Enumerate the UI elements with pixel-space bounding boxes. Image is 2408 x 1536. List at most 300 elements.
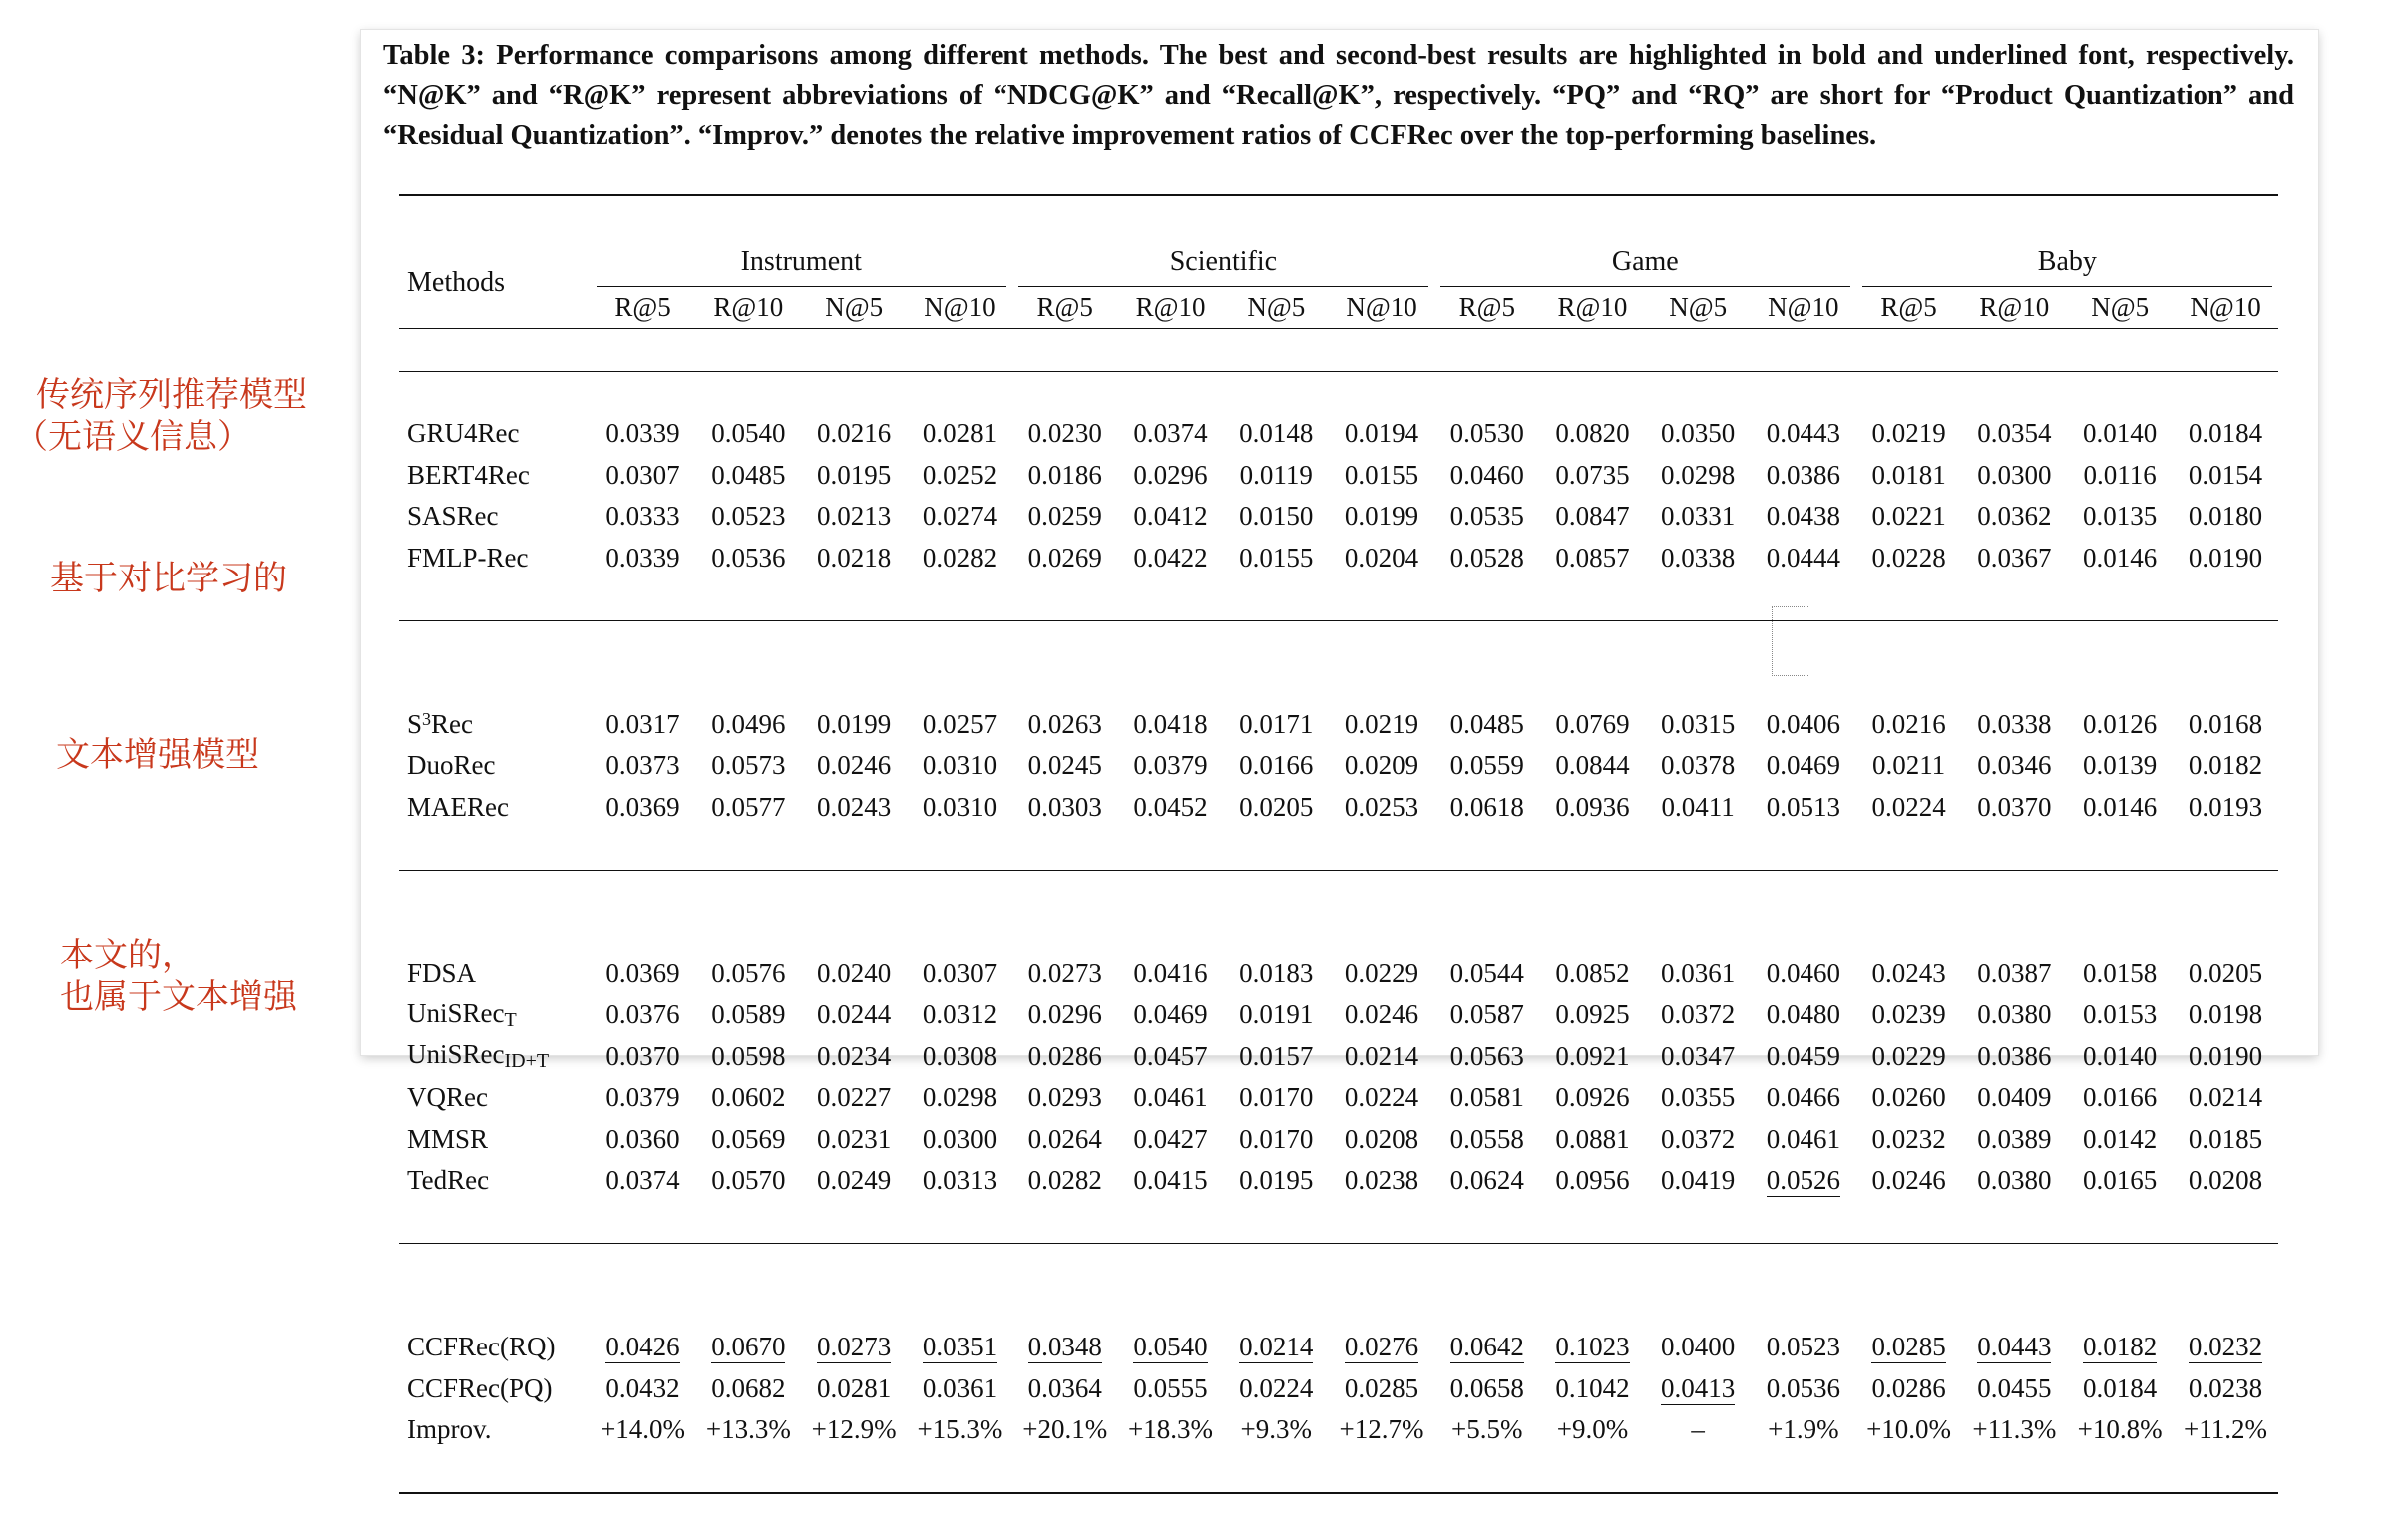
table-cell: 0.0333 xyxy=(605,501,680,532)
table-row xyxy=(399,1409,2278,1451)
table-cell: 0.0926 xyxy=(1555,1082,1630,1113)
table-cell: 0.0544 xyxy=(1449,958,1524,988)
table-cell: 0.0285 xyxy=(1344,1372,1419,1403)
table-cell: 0.0214 xyxy=(2188,1082,2263,1113)
table-cell: 0.0205 xyxy=(1239,791,1314,822)
dataset-header-baby: Baby xyxy=(1856,238,2278,287)
table-cell: 0.0624 xyxy=(1449,1165,1524,1196)
table-cell: 0.0195 xyxy=(1239,1165,1314,1196)
table-cell: 0.0361 xyxy=(922,1372,998,1403)
table-cell: 0.0204 xyxy=(1344,542,1419,573)
table-cell: 0.0530 xyxy=(1449,418,1524,449)
metric-header: N@5 xyxy=(1669,291,1728,322)
table-cell: 0.0386 xyxy=(1977,1040,2052,1071)
table-cell: 0.0406 xyxy=(1766,708,1840,739)
table-cell: 0.0536 xyxy=(1766,1372,1840,1403)
table-cell: +11.2% xyxy=(2184,1414,2267,1445)
table-cell: 0.0400 xyxy=(1661,1332,1736,1362)
table-cell: 0.0281 xyxy=(922,418,998,449)
table-cell: 0.0239 xyxy=(1871,999,1946,1030)
method-name: DuoRec xyxy=(407,750,496,781)
table-cell: 0.0221 xyxy=(1871,501,1946,532)
table-cell: 0.0260 xyxy=(1871,1082,1946,1113)
method-name: GRU4Rec xyxy=(407,418,520,449)
table-cell: 0.0881 xyxy=(1555,1123,1630,1154)
methods-header: Methods xyxy=(407,266,505,298)
table-cell: 0.0230 xyxy=(1027,418,1102,449)
table-cell: 0.0296 xyxy=(1027,999,1102,1030)
table-cell: 0.0298 xyxy=(922,1082,998,1113)
table-cell: 0.0135 xyxy=(2083,501,2158,532)
method-name: CCFRec(PQ) xyxy=(407,1372,553,1403)
table-cell: 0.0387 xyxy=(1977,958,2052,988)
table-row xyxy=(399,994,2278,1036)
metric-header: R@5 xyxy=(614,291,671,322)
table-cell: 0.0205 xyxy=(2188,958,2263,988)
method-name: CCFRec(RQ) xyxy=(407,1332,556,1362)
metric-header: R@10 xyxy=(1557,291,1628,322)
table-cell: 0.0193 xyxy=(2188,791,2263,822)
table-cell: 0.0413 xyxy=(1661,1372,1736,1403)
table-cell: 0.0243 xyxy=(1871,958,1946,988)
table-cell: 0.0238 xyxy=(2188,1372,2263,1403)
table-cell: 0.0925 xyxy=(1555,999,1630,1030)
table-cell: 0.0339 xyxy=(605,418,680,449)
table-cell: 0.0285 xyxy=(1871,1332,1946,1362)
table-cell: 0.0229 xyxy=(1344,958,1419,988)
table-cell: 0.0257 xyxy=(922,708,998,739)
table-row xyxy=(399,455,2278,497)
metric-header-row xyxy=(399,287,2278,329)
table-cell: 0.0182 xyxy=(2083,1332,2158,1362)
table-cell: 0.0339 xyxy=(605,542,680,573)
table-row xyxy=(399,496,2278,538)
table-cell: 0.0455 xyxy=(1977,1372,2052,1403)
table-cell: 0.0338 xyxy=(1661,542,1736,573)
table-cell: 0.0658 xyxy=(1449,1372,1524,1403)
table-cell: 0.0224 xyxy=(1871,791,1946,822)
metric-header: R@5 xyxy=(1880,291,1937,322)
table-cell: 0.0419 xyxy=(1661,1165,1736,1196)
table-cell: 0.0857 xyxy=(1555,542,1630,573)
table-cell: 0.0540 xyxy=(1133,1332,1208,1362)
table-row xyxy=(399,1160,2278,1202)
table-cell: 0.0536 xyxy=(711,542,786,573)
table-cell: 0.0367 xyxy=(1977,542,2052,573)
table-cell: 0.0581 xyxy=(1449,1082,1524,1113)
table-cell: 0.0157 xyxy=(1239,1040,1314,1071)
table-cell: 0.0186 xyxy=(1027,459,1102,490)
table-cell: 0.0245 xyxy=(1027,750,1102,781)
table-cell: 0.0432 xyxy=(605,1372,680,1403)
annotation-ours-line2: 也属于文本增强 xyxy=(60,977,297,1017)
table-cell: 0.0379 xyxy=(1133,750,1208,781)
table-cell: 0.0155 xyxy=(1239,542,1314,573)
table-cell: 0.0208 xyxy=(2188,1165,2263,1196)
table-cell: 0.0165 xyxy=(2083,1165,2158,1196)
table-cell: 0.0148 xyxy=(1239,418,1314,449)
table-cell: 0.0293 xyxy=(1027,1082,1102,1113)
table-cell: 0.0191 xyxy=(1239,999,1314,1030)
metric-header: N@5 xyxy=(1247,291,1306,322)
table-cell: 0.0180 xyxy=(2188,501,2263,532)
table-cell: 0.0228 xyxy=(1871,542,1946,573)
table-cell: 0.0457 xyxy=(1133,1040,1208,1071)
table-cell: 0.0369 xyxy=(605,791,680,822)
table-row xyxy=(399,538,2278,579)
metric-header: N@5 xyxy=(825,291,884,322)
table-cell: 0.0190 xyxy=(2188,542,2263,573)
table-cell: 0.0307 xyxy=(605,459,680,490)
metric-header: R@10 xyxy=(1135,291,1206,322)
table-cell: 0.0269 xyxy=(1027,542,1102,573)
table-cell: 0.0769 xyxy=(1555,708,1630,739)
metric-header: R@10 xyxy=(1979,291,2050,322)
table-cell: 0.0528 xyxy=(1449,542,1524,573)
table-cell: 0.0598 xyxy=(711,1040,786,1071)
table-cell: 0.0296 xyxy=(1133,459,1208,490)
dataset-header-row xyxy=(399,238,2278,287)
table-cell: 0.0209 xyxy=(1344,750,1419,781)
dataset-header-scientific: Scientific xyxy=(1012,238,1434,287)
table-cell: 0.0415 xyxy=(1133,1165,1208,1196)
table-cell: 0.0184 xyxy=(2083,1372,2158,1403)
annotation-ours xyxy=(0,935,354,1018)
table-cell: 0.0140 xyxy=(2083,1040,2158,1071)
table-row xyxy=(399,704,2278,746)
table-cell: 0.0570 xyxy=(711,1165,786,1196)
table-cell: +20.1% xyxy=(1022,1414,1108,1445)
table-cell: 0.0218 xyxy=(817,542,892,573)
table-row xyxy=(399,1368,2278,1410)
table-cell: 0.0219 xyxy=(1344,708,1419,739)
table-cell: 0.0274 xyxy=(922,501,998,532)
table-cell: 0.0263 xyxy=(1027,708,1102,739)
table-cell: 0.0219 xyxy=(1871,418,1946,449)
table-cell: 0.0422 xyxy=(1133,542,1208,573)
table-cell: 0.0361 xyxy=(1661,958,1736,988)
table-cell: 0.0185 xyxy=(2188,1123,2263,1154)
table-cell: 0.0155 xyxy=(1344,459,1419,490)
table-cell: +14.0% xyxy=(601,1414,686,1445)
table-cell: 0.0374 xyxy=(1133,418,1208,449)
metric-header: N@10 xyxy=(1346,291,1417,322)
table-cell: 0.0208 xyxy=(1344,1123,1419,1154)
table-cell: 0.0286 xyxy=(1027,1040,1102,1071)
table-cell: 0.0317 xyxy=(605,708,680,739)
table-cell: 0.0376 xyxy=(605,999,680,1030)
table-cell: 0.0246 xyxy=(1871,1165,1946,1196)
metric-header: N@10 xyxy=(2190,291,2261,322)
table-cell: 0.0389 xyxy=(1977,1123,2052,1154)
annotation-traditional-line2: （无语义信息） xyxy=(14,417,251,457)
table-cell: – xyxy=(1691,1414,1705,1445)
table-cell: 0.0443 xyxy=(1977,1332,2052,1362)
table-cell: 0.0563 xyxy=(1449,1040,1524,1071)
table-cell: 0.0273 xyxy=(817,1332,892,1362)
table-cell: 0.0119 xyxy=(1239,459,1313,490)
table-cell: 0.0181 xyxy=(1871,459,1946,490)
table-cell: 0.0577 xyxy=(711,791,786,822)
table-cell: 0.0844 xyxy=(1555,750,1630,781)
table-cell: 0.0559 xyxy=(1449,750,1524,781)
table-cell: 0.0166 xyxy=(2083,1082,2158,1113)
table-cell: 0.0300 xyxy=(1977,459,2052,490)
table-cell: 0.0281 xyxy=(817,1372,892,1403)
table-cell: 0.0370 xyxy=(1977,791,2052,822)
table-cell: 0.0307 xyxy=(922,958,998,988)
dotted-annotation-box xyxy=(1772,606,1808,676)
table-cell: 0.0282 xyxy=(922,542,998,573)
table-cell: 0.0452 xyxy=(1133,791,1208,822)
table-cell: 0.0166 xyxy=(1239,750,1314,781)
metric-header: N@5 xyxy=(2091,291,2150,322)
method-name: TedRec xyxy=(407,1165,490,1196)
table-cell: +1.9% xyxy=(1768,1414,1839,1445)
table-row xyxy=(399,1036,2278,1078)
table-cell: 0.0555 xyxy=(1133,1372,1208,1403)
table-cell: 0.0461 xyxy=(1133,1082,1208,1113)
table-cell: 0.0355 xyxy=(1661,1082,1736,1113)
table-cell: 0.0682 xyxy=(711,1372,786,1403)
table-cell: 0.0523 xyxy=(711,501,786,532)
table-cell: 0.0276 xyxy=(1344,1332,1419,1362)
table-cell: 0.0139 xyxy=(2083,750,2158,781)
table-cell: +12.7% xyxy=(1339,1414,1424,1445)
metric-header: N@10 xyxy=(1768,291,1839,322)
table-cell: 0.0426 xyxy=(605,1332,680,1362)
table-cell: 0.0558 xyxy=(1449,1123,1524,1154)
table-cell: 0.0459 xyxy=(1766,1040,1840,1071)
table-cell: 0.0373 xyxy=(605,750,680,781)
table-cell: 0.0642 xyxy=(1449,1332,1524,1362)
table-cell: 0.0213 xyxy=(817,501,892,532)
table-cell: 0.0369 xyxy=(605,958,680,988)
table-cell: 0.0142 xyxy=(2083,1123,2158,1154)
table-cell: 0.0224 xyxy=(1239,1372,1314,1403)
table-cell: +10.8% xyxy=(2077,1414,2163,1445)
table-cell: 0.0416 xyxy=(1133,958,1208,988)
table-cell: 0.0346 xyxy=(1977,750,2052,781)
method-name: SASRec xyxy=(407,501,499,532)
table-cell: 0.0386 xyxy=(1766,459,1840,490)
table-cell: +13.3% xyxy=(705,1414,791,1445)
table-cell: 0.0232 xyxy=(2188,1332,2263,1362)
table-cell: 0.0469 xyxy=(1133,999,1208,1030)
table-cell: 0.0576 xyxy=(711,958,786,988)
table-cell: 0.0158 xyxy=(2083,958,2158,988)
table-cell: 0.0618 xyxy=(1449,791,1524,822)
results-table xyxy=(399,194,2278,1536)
table-cell: 0.0154 xyxy=(2188,459,2263,490)
method-name: FMLP-Rec xyxy=(407,542,529,573)
table-cell: 0.0409 xyxy=(1977,1082,2052,1113)
table-cell: 0.0214 xyxy=(1239,1332,1314,1362)
method-name: Improv. xyxy=(407,1414,492,1445)
table-cell: 0.0313 xyxy=(922,1165,998,1196)
table-cell: 0.0252 xyxy=(922,459,998,490)
table-caption: Table 3: Performance comparisons among different methods. The best and second-best results are highlighted in bold and underlined font, respectively. “N@K” and “R@K” represent abbreviations of “NDCG@K” and “Recall@K”, respectively. “PQ” and “RQ” are short for “Product Quantization” and “Residual Quantization”. “Improv.” denotes the relative improvement ratios of CCFRec over the top-performing baselines. xyxy=(383,40,2294,151)
annotation-ours-line1: 本文的， xyxy=(60,936,196,975)
table-cell: 0.0310 xyxy=(922,750,998,781)
method-name: FDSA xyxy=(407,958,477,988)
table-cell: 0.0852 xyxy=(1555,958,1630,988)
table-cell: 0.0466 xyxy=(1766,1082,1840,1113)
table-cell: 0.0602 xyxy=(711,1082,786,1113)
metric-header: R@5 xyxy=(1458,291,1515,322)
table-cell: 0.1042 xyxy=(1555,1372,1630,1403)
table-cell: 0.0240 xyxy=(817,958,892,988)
table-cell: 0.0460 xyxy=(1449,459,1524,490)
table-cell: 0.0331 xyxy=(1661,501,1736,532)
table-cell: 0.0170 xyxy=(1239,1082,1314,1113)
table-cell: +10.0% xyxy=(1866,1414,1952,1445)
table-cell: 0.0461 xyxy=(1766,1123,1840,1154)
table-cell: 0.0348 xyxy=(1027,1332,1102,1362)
table-cell: 0.0513 xyxy=(1766,791,1840,822)
table-cell: 0.0411 xyxy=(1661,791,1735,822)
table-cell: 0.0370 xyxy=(605,1040,680,1071)
table-cell: 0.0438 xyxy=(1766,501,1840,532)
table-cell: 0.0153 xyxy=(2083,999,2158,1030)
table-cell: +5.5% xyxy=(1451,1414,1523,1445)
table-cell: 0.0146 xyxy=(2083,791,2158,822)
table-cell: 0.0485 xyxy=(1449,708,1524,739)
table-cell: 0.0249 xyxy=(817,1165,892,1196)
table-cell: 0.0229 xyxy=(1871,1040,1946,1071)
table-cell: 0.0182 xyxy=(2188,750,2263,781)
table-cell: 0.1023 xyxy=(1555,1332,1630,1362)
table-cell: 0.0199 xyxy=(817,708,892,739)
table-cell: 0.0569 xyxy=(711,1123,786,1154)
table-cell: 0.0244 xyxy=(817,999,892,1030)
annotation-contrastive: 基于对比学习的 xyxy=(50,559,287,598)
table-cell: 0.0194 xyxy=(1344,418,1419,449)
table-cell: 0.0374 xyxy=(605,1165,680,1196)
table-cell: 0.0259 xyxy=(1027,501,1102,532)
table-cell: 0.0231 xyxy=(817,1123,892,1154)
table-cell: 0.0847 xyxy=(1555,501,1630,532)
table-cell: +9.3% xyxy=(1240,1414,1313,1445)
table-cell: 0.0273 xyxy=(1027,958,1102,988)
table-cell: 0.0184 xyxy=(2188,418,2263,449)
table-cell: 0.0735 xyxy=(1555,459,1630,490)
annotation-text-enhanced: 文本增强模型 xyxy=(56,735,259,775)
table-cell: 0.0170 xyxy=(1239,1123,1314,1154)
table-cell: 0.0540 xyxy=(711,418,786,449)
table-row xyxy=(399,413,2278,455)
table-cell: 0.0199 xyxy=(1344,501,1419,532)
table-cell: 0.0523 xyxy=(1766,1332,1840,1362)
metric-header: N@10 xyxy=(924,291,996,322)
table-cell: 0.0350 xyxy=(1661,418,1736,449)
table-cell: 0.0183 xyxy=(1239,958,1314,988)
table-cell: 0.0380 xyxy=(1977,1165,2052,1196)
metric-header: R@5 xyxy=(1036,291,1093,322)
table-cell: 0.0587 xyxy=(1449,999,1524,1030)
table-cell: 0.0216 xyxy=(1871,708,1946,739)
table-cell: 0.0936 xyxy=(1555,791,1630,822)
table-cell: 0.0372 xyxy=(1661,999,1736,1030)
table-cell: 0.0171 xyxy=(1239,708,1314,739)
table-cell: 0.0535 xyxy=(1449,501,1524,532)
table-row xyxy=(399,787,2278,829)
table-row xyxy=(399,745,2278,787)
table-row xyxy=(399,1119,2278,1161)
table-cell: 0.0364 xyxy=(1027,1372,1102,1403)
table-cell: 0.0526 xyxy=(1766,1165,1840,1196)
table-cell: 0.0168 xyxy=(2188,708,2263,739)
table-cell: 0.0362 xyxy=(1977,501,2052,532)
table-cell: 0.0190 xyxy=(2188,1040,2263,1071)
table-cell: 0.0126 xyxy=(2083,708,2158,739)
table-cell: 0.0216 xyxy=(817,418,892,449)
table-cell: 0.0360 xyxy=(605,1123,680,1154)
table-cell: 0.0150 xyxy=(1239,501,1314,532)
table-cell: 0.0116 xyxy=(2083,459,2157,490)
table-cell: 0.0232 xyxy=(1871,1123,1946,1154)
table-cell: 0.0211 xyxy=(1871,750,1946,781)
table-row xyxy=(399,954,2278,995)
method-name: MAERec xyxy=(407,791,509,822)
annotation-traditional-line1: 传统序列推荐模型 xyxy=(36,375,307,415)
table-cell: 0.0310 xyxy=(922,791,998,822)
table-cell: 0.0338 xyxy=(1977,708,2052,739)
table-cell: 0.0379 xyxy=(605,1082,680,1113)
table-cell: 0.0372 xyxy=(1661,1123,1736,1154)
table-cell: 0.0300 xyxy=(922,1123,998,1154)
table-cell: 0.0460 xyxy=(1766,958,1840,988)
table-cell: 0.0315 xyxy=(1661,708,1736,739)
table-cell: +9.0% xyxy=(1556,1414,1629,1445)
table-cell: 0.0480 xyxy=(1766,999,1840,1030)
table-cell: 0.0418 xyxy=(1133,708,1208,739)
table-cell: 0.0253 xyxy=(1344,791,1419,822)
table-cell: 0.0347 xyxy=(1661,1040,1736,1071)
table-cell: 0.0224 xyxy=(1344,1082,1419,1113)
table-cell: 0.0298 xyxy=(1661,459,1736,490)
method-name: UniSRec$_T$ xyxy=(407,997,517,1031)
table-cell: 0.0485 xyxy=(711,459,786,490)
table-cell: 0.0589 xyxy=(711,999,786,1030)
table-cell: 0.0444 xyxy=(1766,542,1840,573)
table-cell: 0.0195 xyxy=(817,459,892,490)
table-cell: 0.0286 xyxy=(1871,1372,1946,1403)
table-cell: 0.0921 xyxy=(1555,1040,1630,1071)
table-cell: 0.0496 xyxy=(711,708,786,739)
method-name: VQRec xyxy=(407,1082,488,1113)
table-cell: 0.0264 xyxy=(1027,1123,1102,1154)
table-cell: 0.0351 xyxy=(922,1332,998,1362)
table-cell: +12.9% xyxy=(811,1414,897,1445)
table-cell: 0.0227 xyxy=(817,1082,892,1113)
table-cell: 0.0234 xyxy=(817,1040,892,1071)
table-cell: 0.0243 xyxy=(817,791,892,822)
annotation-traditional-models xyxy=(0,374,354,458)
table-cell: 0.0820 xyxy=(1555,418,1630,449)
table-cell: 0.0214 xyxy=(1344,1040,1419,1071)
table-cell: +15.3% xyxy=(917,1414,1003,1445)
table-cell: 0.0282 xyxy=(1027,1165,1102,1196)
metric-header: R@10 xyxy=(713,291,784,322)
table-cell: 0.0246 xyxy=(1344,999,1419,1030)
table-cell: 0.0469 xyxy=(1766,750,1840,781)
table-cell: 0.0238 xyxy=(1344,1165,1419,1196)
dataset-header-game: Game xyxy=(1434,238,1856,287)
table-cell: 0.0573 xyxy=(711,750,786,781)
table-cell: 0.0443 xyxy=(1766,418,1840,449)
table-cell: 0.0380 xyxy=(1977,999,2052,1030)
